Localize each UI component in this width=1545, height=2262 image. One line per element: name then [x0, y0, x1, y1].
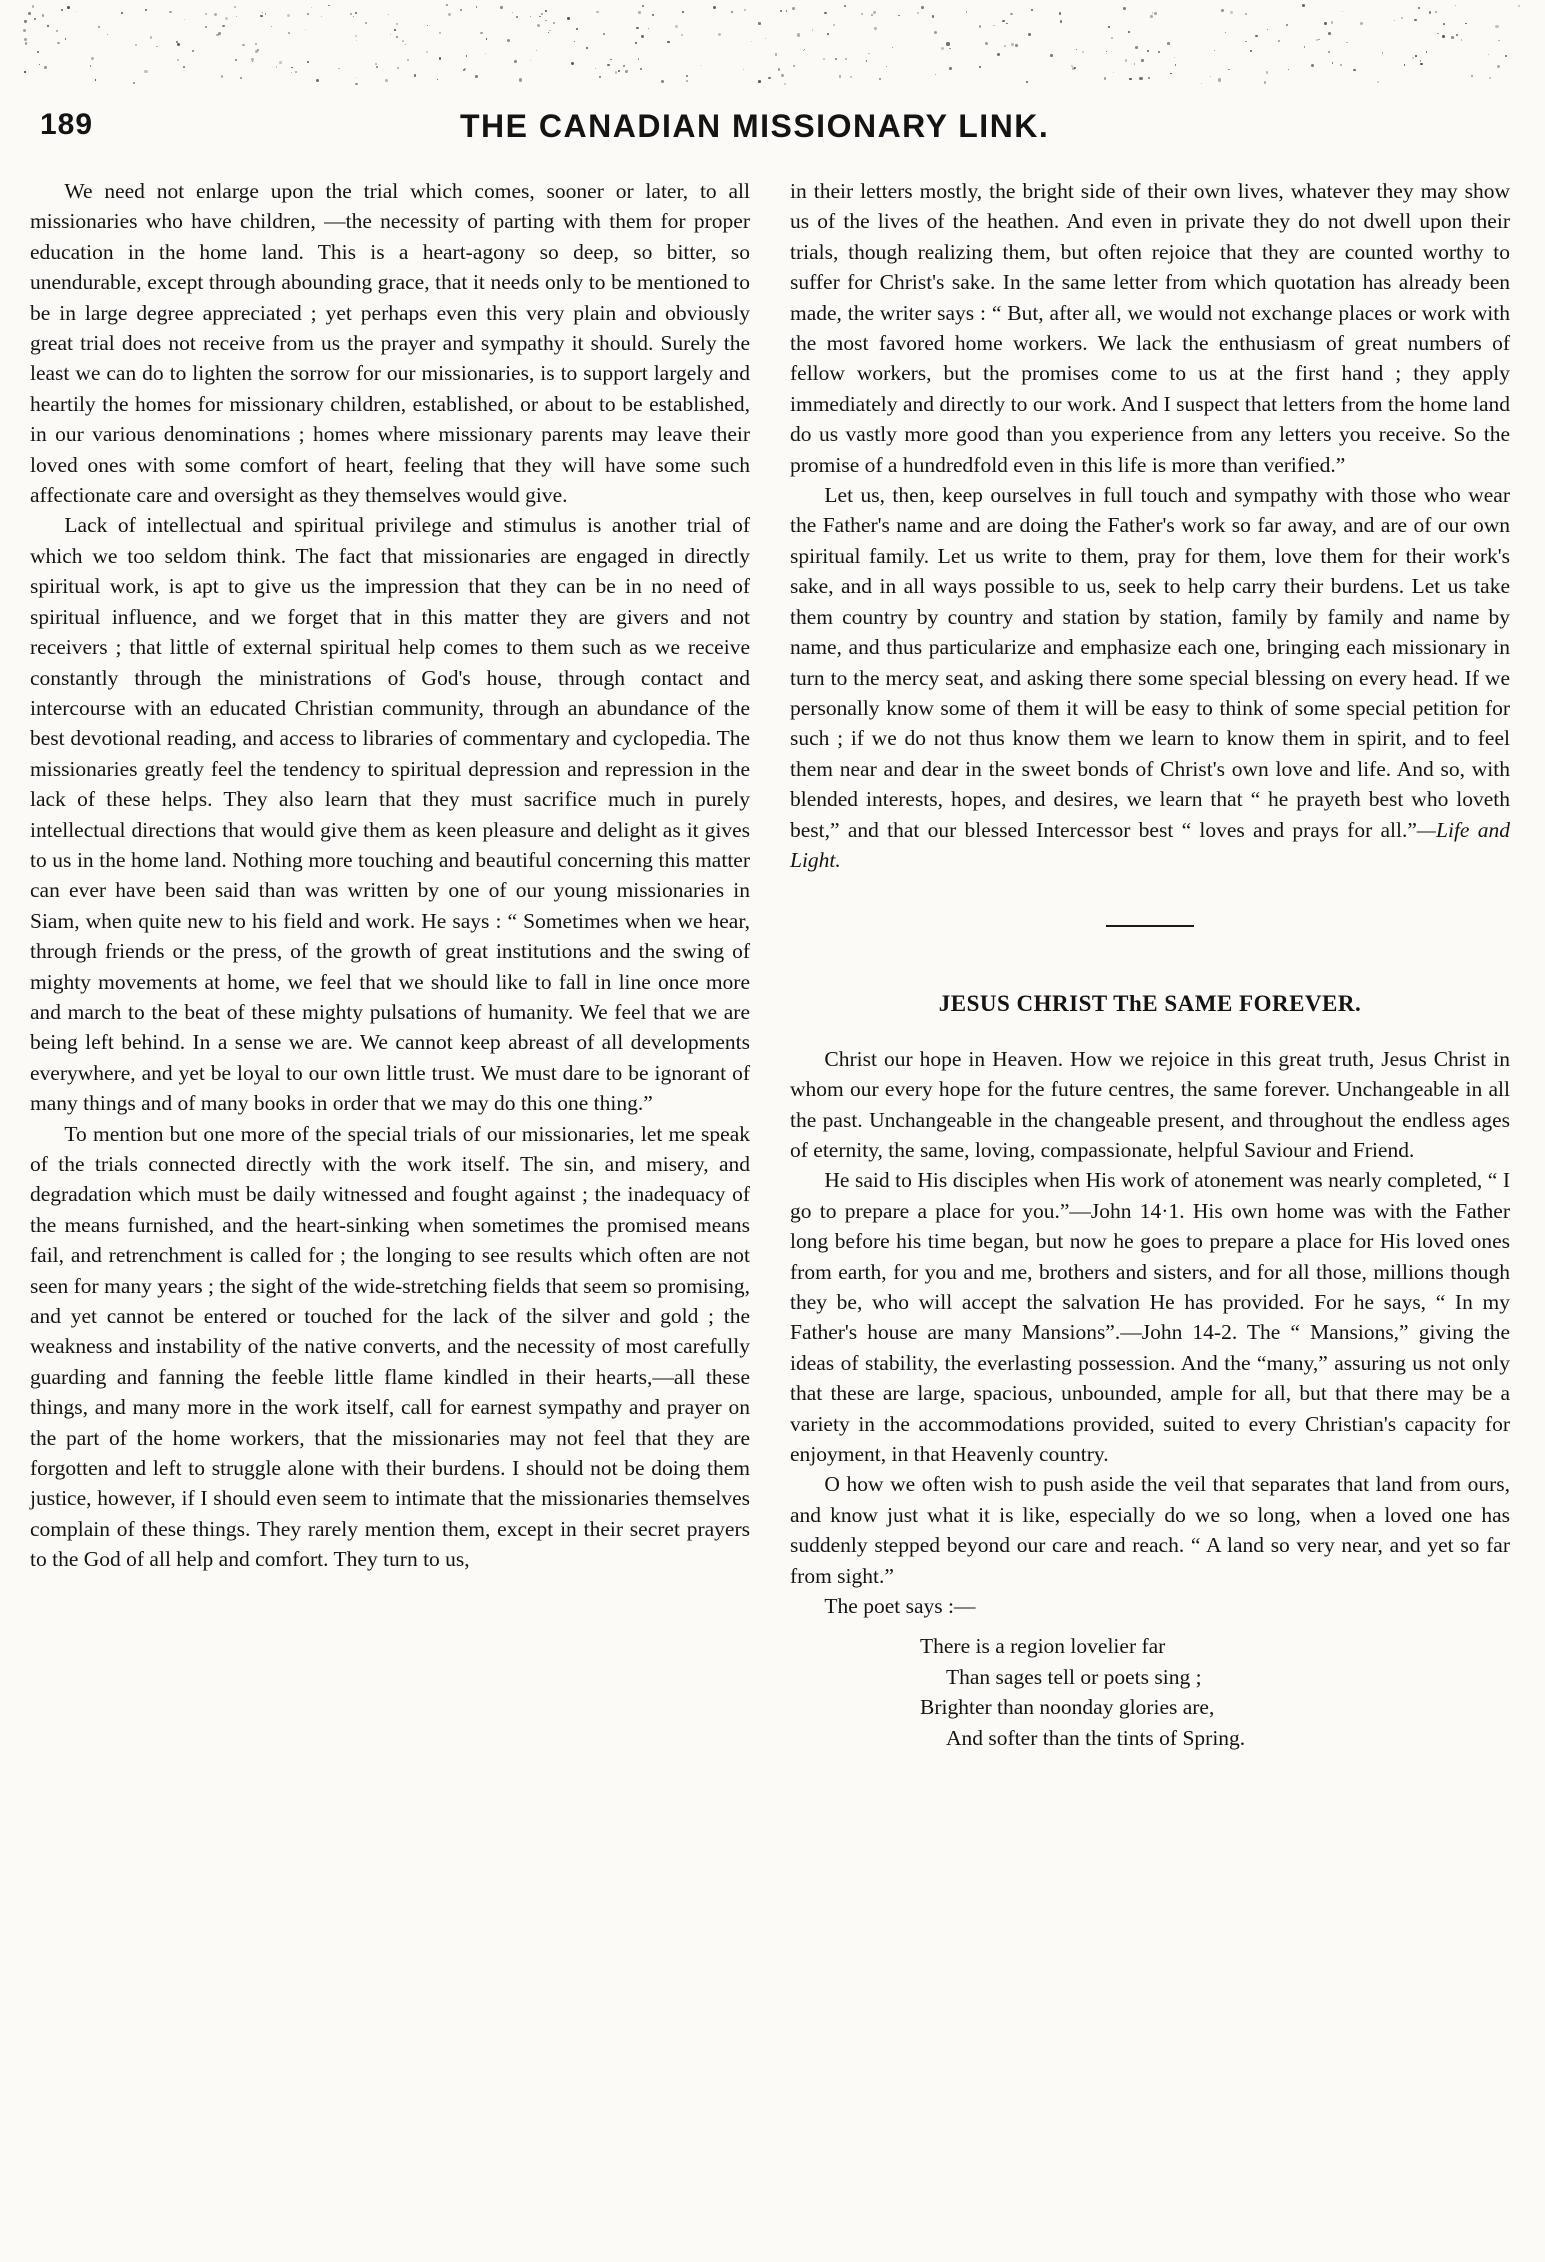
- article-title: JESUS CHRIST ThE SAME FOREVER.: [938, 991, 1362, 1017]
- print-speckle: [388, 14, 389, 15]
- print-speckle: [1134, 63, 1135, 64]
- journal-title: THE CANADIAN MISSIONARY LINK.: [460, 108, 1050, 144]
- print-speckle: [252, 61, 253, 62]
- print-speckle: [827, 33, 829, 35]
- print-speckle: [1456, 34, 1458, 36]
- print-speckle: [1002, 20, 1004, 22]
- print-speckle: [949, 48, 951, 50]
- paragraph-poet-says: The poet says :—: [824, 1594, 976, 1619]
- print-speckle: [1415, 55, 1417, 57]
- print-speckle: [850, 76, 852, 78]
- print-speckle: [1288, 69, 1289, 70]
- print-speckle: [1346, 42, 1348, 44]
- print-speckle: [1167, 42, 1170, 45]
- page-number: 189: [40, 108, 94, 141]
- poem-line: Than sages tell or poets sing ;: [946, 1664, 1202, 1689]
- print-speckle: [993, 25, 994, 26]
- print-speckle: [567, 17, 570, 20]
- print-speckle: [812, 29, 813, 30]
- print-speckle: [744, 9, 746, 11]
- print-speckle: [236, 16, 237, 17]
- print-speckle: [686, 80, 687, 81]
- print-speckle: [537, 24, 540, 27]
- print-speckle: [1342, 11, 1343, 12]
- print-speckle: [500, 6, 503, 9]
- print-speckle: [635, 42, 637, 44]
- print-speckle: [255, 50, 258, 53]
- poem: [920, 1631, 1510, 1753]
- print-speckle: [768, 77, 770, 79]
- print-speckle: [917, 12, 918, 13]
- print-speckle: [355, 83, 357, 85]
- print-speckle: [150, 36, 152, 38]
- print-speckle: [486, 38, 487, 39]
- print-speckle: [1324, 22, 1326, 24]
- print-speckle: [44, 66, 47, 69]
- print-speckle: [603, 33, 605, 35]
- poem-line: There is a region lovelier far: [920, 1634, 1166, 1659]
- print-speckle: [758, 80, 761, 83]
- print-speckle: [222, 25, 224, 27]
- print-speckle: [1318, 39, 1319, 40]
- print-speckle: [553, 22, 554, 23]
- print-speckle: [214, 13, 217, 16]
- print-speckle: [985, 42, 988, 45]
- print-speckle: [24, 38, 27, 41]
- print-speckle: [144, 70, 147, 73]
- print-speckle: [751, 41, 752, 42]
- print-speckle: [355, 77, 356, 78]
- print-speckle: [65, 38, 66, 39]
- print-speckle: [375, 63, 377, 65]
- print-speckle: [1028, 33, 1031, 36]
- print-speckle: [934, 31, 937, 34]
- print-speckle: [618, 70, 620, 72]
- print-speckle: [1495, 25, 1498, 28]
- paragraph-keep-in-touch: [790, 480, 1510, 875]
- paragraph-hope-in-heaven: Christ our hope in Heaven. How we rejoice in this great truth, Jesus Christ in whom our every hope for the future centres, the same forever. Unchangeable in all the past. Unchangeable in the changeable present, and throughout the endless ages of eternity, the same, loving, compassionate, helpful Saviour and Friend.: [790, 1046, 1510, 1162]
- print-speckle: [1497, 65, 1500, 68]
- print-speckle: [1170, 73, 1172, 75]
- print-speckle: [287, 14, 290, 17]
- print-speckle: [642, 5, 644, 7]
- poem-line: Brighter than noonday glories are,: [920, 1695, 1215, 1720]
- print-speckle: [866, 60, 867, 61]
- print-speckle: [338, 68, 339, 69]
- print-speckle: [1311, 64, 1314, 67]
- print-speckle: [121, 12, 123, 14]
- print-speckle: [1498, 40, 1499, 41]
- print-speckle: [1148, 77, 1150, 79]
- section-divider: [1106, 925, 1194, 927]
- print-speckle: [545, 10, 547, 12]
- print-speckle: [439, 57, 442, 60]
- print-speckle: [675, 25, 678, 28]
- print-speckle: [1429, 11, 1431, 13]
- print-speckle: [781, 74, 783, 76]
- print-speckle: [396, 23, 398, 25]
- paragraph-spiritual-privilege: Lack of intellectual and spiritual privilege and stimulus is another trial of which we too seldom think. The fact that missionaries are engaged in directly spiritual work, is apt to give us the impression that they can be in no need of spiritual influence, and we forget that in this matter they are givers and not receivers ; that little of external spiritual help comes to them such as we receive constantly through the ministrations of God's house, through contact and intercourse with an educated Christian community, through an abundance of the best devotional reading, and access to libraries of commentary and cyclopedia. The missionaries greatly feel the tendency to spiritual depression and repression in the lack of these helps. They also learn that they must sacrifice much in purely intellectual directions that would give them as keen pleasure and delight as it gives to us in the home land. Nothing more touching and beautiful concerning this matter can ever have been said than was written by one of our young missionaries in Siam, when quite new to his field and work. He says : “ Sometimes when we hear, through friends or the press, of the growth of great institutions and the swing of mighty movements at home, we feel that we should like to fall in line once more and march to the beat of these mighty pulsations of humanity. We feel that we are being left behind. In a sense we are. We cannot keep abreast of all developments everywhere, and yet be loyal to our own little trust. We must dare to be ignorant of many things and of many books in order that we may do this one thing.”: [30, 513, 750, 1116]
- print-speckle: [623, 65, 625, 67]
- print-speckle: [1108, 26, 1110, 28]
- print-speckle: [1158, 51, 1160, 53]
- print-speckle: [466, 55, 467, 56]
- print-speckle: [439, 32, 441, 34]
- print-speckle: [718, 33, 721, 36]
- print-speckle: [1015, 44, 1018, 47]
- print-speckle: [784, 83, 786, 85]
- print-speckle: [636, 27, 638, 29]
- print-speckle: [57, 42, 60, 45]
- print-speckle: [1267, 29, 1268, 30]
- print-speckle: [530, 16, 531, 17]
- print-speckle: [571, 62, 574, 65]
- print-speckle: [414, 74, 416, 76]
- print-speckle: [792, 7, 795, 10]
- print-speckle: [1218, 78, 1221, 81]
- print-speckle: [519, 78, 522, 81]
- paragraph-continuation: in their letters mostly, the bright side of their own lives, whatever they may show us of the lives of the heathen. And even in private they do not dwell upon their trials, though realizing them, but often rejoice that they are counted worthy to suffer for Christ's sake. In the same letter from which quotation has already been made, the writer says : “ But, after all, we would not exchange places or work with the most favored home workers. We lack the enthusiasm of great numbers of fellow workers, but the promises come to us at the first hand ; they apply immediately and directly to our work. And I suspect that letters from the home land do us vastly more good than you experience from any letters you receive. So the promise of a hundredfold even in this life is more than verified.”: [790, 179, 1510, 477]
- print-speckle: [1304, 46, 1305, 47]
- print-speckle: [1111, 37, 1113, 39]
- print-speckle: [307, 13, 309, 15]
- print-speckle: [1328, 32, 1331, 35]
- print-speckle: [1060, 20, 1063, 23]
- print-speckle: [921, 6, 924, 9]
- print-speckle: [1465, 23, 1466, 24]
- print-speckle: [545, 20, 546, 21]
- print-speckle: [350, 13, 351, 14]
- left-column: [30, 176, 750, 1575]
- print-speckle: [871, 14, 873, 16]
- print-speckle: [1010, 13, 1012, 15]
- print-speckle: [177, 59, 179, 61]
- paragraph-veil: O how we often wish to push aside the veil that separates that land from ours, and know just what it is like, especially do we so long, when a loved one has suddenly stepped beyond our care and reach. “ A land so very near, and yet so far from sight.”: [790, 1472, 1510, 1588]
- print-speckle: [765, 38, 766, 39]
- print-speckle: [397, 67, 399, 69]
- print-speckle: [1442, 35, 1445, 38]
- print-speckle: [731, 11, 733, 13]
- print-speckle: [446, 4, 448, 6]
- print-speckle: [255, 43, 257, 45]
- print-speckle: [28, 12, 31, 15]
- print-speckle: [1471, 75, 1473, 77]
- print-speckle: [61, 9, 63, 11]
- print-speckle: [1518, 5, 1520, 7]
- print-speckle: [1139, 77, 1142, 80]
- print-speckle: [638, 11, 641, 14]
- print-speckle: [713, 6, 716, 9]
- print-speckle: [1006, 23, 1007, 24]
- print-speckle: [37, 51, 39, 53]
- print-speckle: [407, 59, 408, 60]
- print-speckle: [835, 58, 837, 60]
- print-speckle: [225, 17, 228, 20]
- paragraph-keep-in-touch-text: Let us, then, keep ourselves in full touch and sympathy with those who wear the Father's name and are doing the Father's work so far away, and are of our own spiritual family. Let us write to them, pray for them, love them for their work's sake, and in all ways possible to us, seek to help carry their burdens. Let us take them country by country and station by station, family by family and name by name, and thus particularize and emphasize each one, bringing each missionary in turn to the mercy seat, and asking there some special blessing on every head. If we personally know some of them it will be easy to think of some special petition for such ; if we do not thus know them we learn to know them in spirit, and to feel them near and dear in the sweet bonds of Christ's own love and life. And so, with blended interests, hopes, and desires, we learn that “ he prayeth best who loveth best,” and that our blessed Intercessor best “ loves and prays for all.”: [790, 483, 1510, 842]
- print-speckle: [1210, 76, 1211, 77]
- print-speckle: [1104, 77, 1106, 79]
- print-speckle: [833, 24, 835, 26]
- print-speckle: [402, 40, 404, 42]
- print-speckle: [667, 41, 669, 43]
- print-speckle: [1141, 59, 1144, 62]
- print-speckle: [1437, 33, 1439, 35]
- print-speckle: [221, 75, 223, 77]
- paragraph-work-trials: To mention but one more of the special trials of our missionaries, let me speak of the trials connected directly with the work itself. The sin, and misery, and degradation which must be daily witnessed and fought against ; the inadequacy of the means furnished, and the heart-sinking when sometimes the promised means fail, and retrenchment is called for ; the longing to see results which often are not seen for many years ; the sight of the wide-stretching fields that seem so promising, and yet cannot be entered or touched for the lack of the silver and gold ; the weakness and instability of the native converts, and the necessity of most carefully guarding and fanning the feeble little flame kindled in their hearts,—all these things, and many more in the work itself, call for earnest sympathy and prayer on the part of the home workers, that the missionaries may not feel that they are forgotten and left to struggle alone with their burdens. I should not be doing them justice, however, if I should even seem to intimate that the missionaries themselves complain of these things. They rarely mention them, except in their secret prayers to the God of all help and comfort. They turn to us,: [30, 1121, 750, 1572]
- print-speckle: [480, 32, 483, 35]
- print-speckle: [873, 11, 876, 14]
- print-speckle: [780, 10, 782, 12]
- print-speckle: [1420, 63, 1422, 65]
- print-speckle: [1426, 51, 1427, 52]
- print-speckle: [641, 35, 644, 38]
- print-speckle: [1382, 52, 1384, 54]
- source-credit: —Life and Light.: [790, 817, 1510, 872]
- print-speckle: [251, 58, 253, 60]
- print-speckle: [1443, 23, 1445, 25]
- print-speckle: [596, 11, 598, 13]
- print-speckle: [758, 22, 761, 25]
- print-speckle: [1123, 7, 1126, 10]
- print-speckle: [242, 44, 244, 46]
- print-speckle: [1488, 54, 1489, 55]
- print-speckle: [1135, 46, 1138, 49]
- print-speckle: [365, 22, 367, 24]
- print-speckle: [1011, 43, 1013, 45]
- print-speckle: [25, 42, 27, 44]
- print-speckle: [311, 7, 312, 8]
- print-speckle: [775, 53, 777, 55]
- poem-line: And softer than the tints of Spring.: [946, 1725, 1246, 1750]
- print-speckle: [34, 18, 36, 20]
- print-speckle: [67, 6, 70, 9]
- print-speckle: [1451, 36, 1454, 39]
- print-speckle: [935, 74, 936, 75]
- print-speckle: [1266, 71, 1268, 73]
- print-speckle: [32, 5, 34, 7]
- print-speckle: [24, 71, 25, 72]
- print-speckle: [1250, 50, 1252, 52]
- print-speckle: [1278, 40, 1280, 42]
- print-speckle: [1230, 11, 1233, 14]
- print-speckle: [133, 82, 135, 84]
- print-speckle: [1026, 81, 1028, 83]
- print-speckle: [898, 15, 900, 17]
- right-column: [790, 176, 1510, 1753]
- paragraph-mansions: He said to His disciples when His work of atonement was nearly completed, “ I go to prepare a place for you.”—John 14·1. His own home was with the Father long before his time began, but now he goes to prepare a place for His loved ones from earth, for you and me, brothers and sisters, and for all those, millions though they be, who will accept the salvation He has provided. For he says, “ In my Father's house are many Mansions”.—John 14-2. The “ Mansions,” giving the ideas of stability, the everlasting possession. And the “many,” assuring us not only that these are large, spacious, unbounded, ample for all, but that there may be a variety in the accommodations provided, suited to every Christian's capacity for enjoyment, in that Heavenly country.: [790, 1168, 1510, 1467]
- print-speckle: [946, 42, 949, 45]
- print-speckle: [328, 5, 330, 7]
- paragraph-children-trial: We need not enlarge upon the trial which comes, sooner or later, to all missionaries who have children, —the necessity of parting with them for proper education in the home land. This is a heart-agony so deep, so bitter, so unendurable, except through abounding grace, that it needs only to be mentioned to be in large degree appreciated ; yet perhaps even this very plain and obviously great trial does not receive from us the prayer and sympathy it should. Surely the least we can do to lighten the sorrow for our missionaries, is to support largely and heartily the homes for missionary children, established, or about to be established, in our various denominations ; homes where missionary parents may leave their loved ones with some comfort of heart, feeling that they will have some such affectionate care and oversight as they themselves would give.: [30, 179, 750, 508]
- print-speckle: [797, 33, 800, 36]
- print-speckle: [316, 79, 319, 82]
- print-speckle: [24, 20, 26, 22]
- print-speckle: [586, 47, 588, 49]
- print-speckle: [686, 75, 688, 77]
- print-speckle: [385, 79, 388, 82]
- print-speckle: [279, 61, 282, 64]
- print-speckle: [615, 71, 617, 73]
- print-speckle: [1414, 19, 1416, 21]
- print-speckle: [355, 35, 357, 37]
- print-speckle: [548, 32, 549, 33]
- page-header: [0, 0, 1545, 150]
